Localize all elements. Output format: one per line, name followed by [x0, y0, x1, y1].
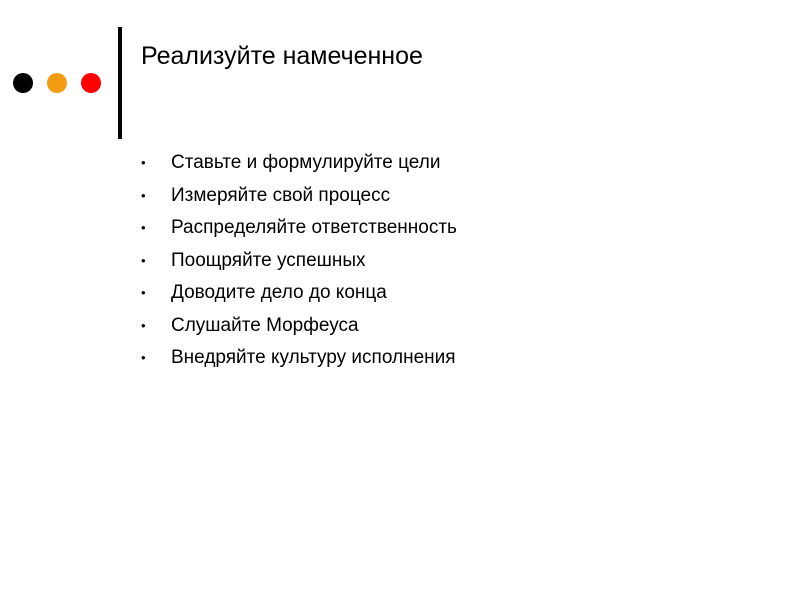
bullet-icon: •: [141, 155, 146, 170]
title-divider: [118, 27, 122, 139]
bullet-text: Внедряйте культуру исполнения: [171, 347, 456, 368]
bullet-icon: •: [141, 220, 146, 235]
bullet-icon: •: [141, 350, 146, 365]
bullet-text: Доводите дело до конца: [171, 282, 387, 303]
bullet-item-measure: [141, 180, 457, 213]
bullet-text: Распределяйте ответственность: [171, 217, 457, 238]
bullet-icon: •: [141, 285, 146, 300]
slide-title: Реализуйте намеченное: [141, 42, 423, 70]
bullet-item-follow-through: [141, 277, 457, 310]
bullet-text: Слушайте Морфеуса: [171, 314, 359, 336]
bullet-item-culture: [141, 342, 457, 375]
bullet-item-reward: [141, 245, 457, 278]
decor-dot-orange: [47, 73, 67, 93]
decor-dot-black: [13, 73, 33, 93]
bullet-item-responsibility: [141, 212, 457, 245]
bullet-list: [141, 147, 457, 375]
bullet-text: Измеряйте свой процесс: [171, 184, 391, 206]
bullet-icon: •: [141, 187, 146, 203]
bullet-text: Ставьте и формулируйте цели: [171, 152, 441, 173]
bullet-icon: •: [141, 252, 146, 268]
bullet-item-goals: [141, 147, 457, 180]
bullet-text: Поощряйте успешных: [171, 249, 366, 271]
bullet-icon: •: [141, 317, 146, 333]
bullet-item-listen: [141, 310, 457, 343]
decor-dot-red: [81, 73, 101, 93]
